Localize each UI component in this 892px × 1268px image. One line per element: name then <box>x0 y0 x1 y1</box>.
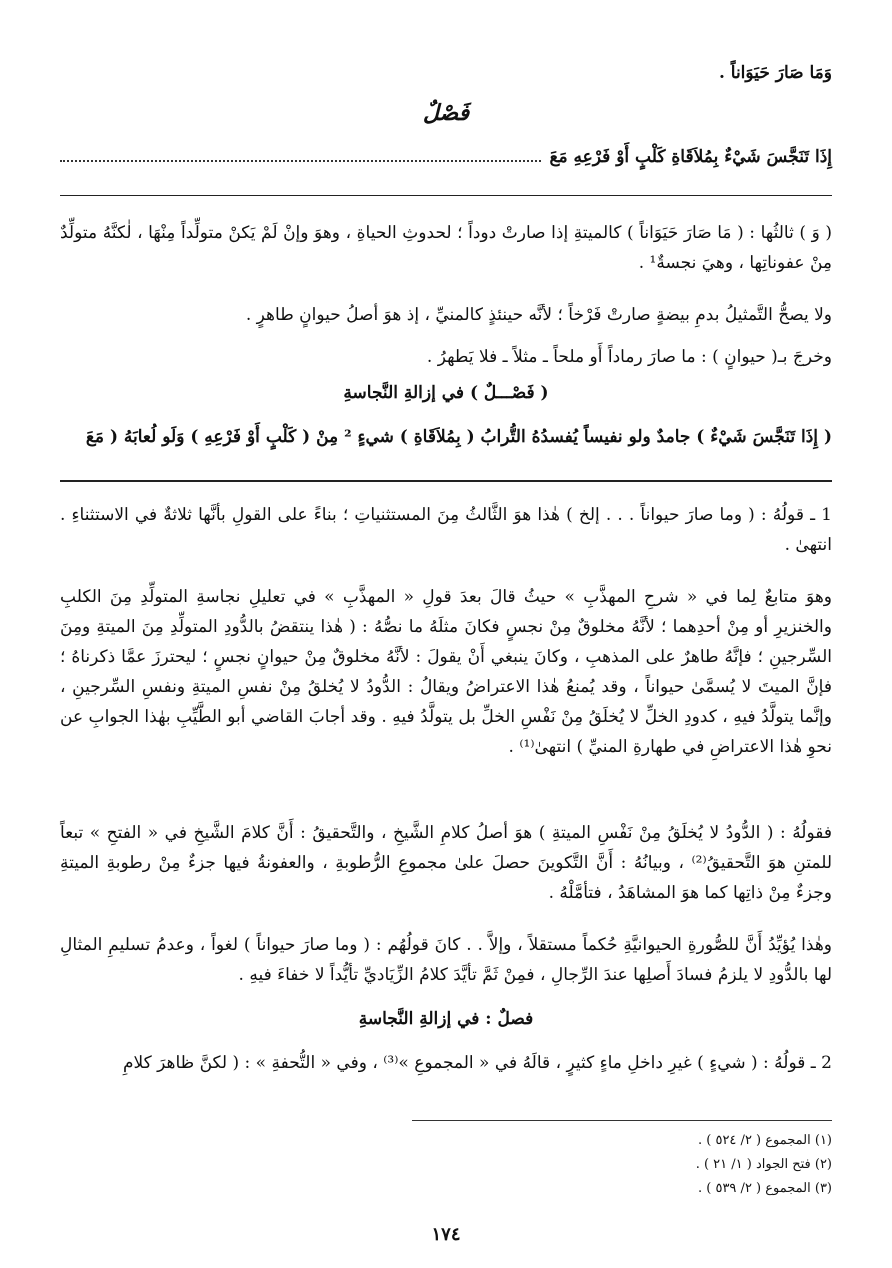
footnote-2: (٢) فتح الجواد ( ١/ ٢١ ) . <box>695 1157 832 1172</box>
sharh-paragraph-4: ( إِذَا تَنَجَّسَ شَيْءٌ ) جامدٌ ولو نفيساً يُفسدُهُ التُّرابُ ( بِمُلاَقَاةِ ) شيءٍ ² مِنْ ( كَلْبٍ أَوْ فَرْعِهِ ) وَلَو لُعابَهُ ( مَعَ <box>85 427 832 447</box>
sharh-paragraph-3: وخرجَ بـ( حيوانٍ ) : ما صارَ رماداً أَو ملحاً ـ مثلاً ـ فلا يَطهرُ . <box>426 347 832 367</box>
matn-line-1: وَمَا صَارَ حَيَوَاناً . <box>718 63 832 83</box>
hashiya-paragraph-1: 1 ـ قولُهُ : ( وما صارَ حيواناً . . . إلخ ) هٰذا هوَ الثَّالثُ مِنَ المستثنياتِ ؛ بناءً على القولِ بأنَّها ثلاثةٌ في الاستثناءِ . انتهىٰ . <box>60 505 832 555</box>
separator-rule-top <box>60 195 832 196</box>
sharh-paragraph-2: ولا يصحُّ التَّمثيلُ بدمِ بيضةٍ صارتْ فَرْخاً ؛ لأنَّه حينئذٍ كالمنيِّ ، إذ هوَ أصلُ حيوانٍ طاهرٍ . <box>245 305 832 325</box>
sharh-fasl-heading: ( فَصْـــلٌ ) في إزالةِ النَّجاسةِ <box>343 383 549 403</box>
footnote-3: (٣) المجموع ( ٢/ ٥٣٩ ) . <box>698 1181 832 1196</box>
sharh-paragraph-1: ( وَ ) ثالثُها : ( مَا صَارَ حَيَوَاناً ) كالميتةِ إذا صارتْ دوداً ؛ لحدوثِ الحياةِ ، وهوَ وإنْ لَمْ يَكنْ متولِّداً مِنْهَا ، لٰكنَّهُ متولِّدٌ مِنْ عفوناتِها ، وهيَ نجسةٌ¹ . <box>60 223 832 273</box>
hashiya-paragraph-2: وهوَ متابعٌ لِما في « شرحِ المهذَّبِ » حيثُ قالَ بعدَ قولِ « المهذَّبِ » في تعليلِ نجاسةِ المتولِّدِ مِنَ الكلبِ والخنزيرِ أو مِنْ أحدِهما ؛ لأنَّهُ مخلوقٌ مِنْ نجسٍ فكانَ مثلَهُ ما نصُّهُ : ( هٰذا ينتقضُ بالدُّودِ المتولِّدِ مِنَ الميتةِ ومِنَ السِّرجينِ ؛ فإنَّهُ طاهرٌ على المذهبِ ، وكانَ ينبغي أَنْ يقولَ : لأنَّهُ مخلوقٌ مِنْ حيوانٍ نجسٍ ؛ ليحترزَ عمَّا ذكرناهُ ؛ فإنَّ الميتَ لا يُسمَّىٰ حيواناً ، وقد يُمنعُ هٰذا الاعتراضُ ويقالُ : الدُّودُ لا يُخلقُ مِنْ نفسِ الميتةِ ونفسِ السِّرجينِ ، وإنَّما يتولَّدُ فيهِ ، كدودِ الخلِّ لا يُخلَقُ مِنْ نَفْسِ الخلِّ بل يتولَّدُ فيهِ . وقد أجابَ القاضي أبو الطَّيِّبِ بهٰذا الجوابِ عن نحوِ هٰذا الاعتراضِ في طهارةِ المنيِّ ) انتهىٰ⁽¹⁾ . <box>60 587 832 757</box>
hashiya-paragraph-4: وهٰذا يُؤيِّدُ أَنَّ للصُّورةِ الحيوانيَّةِ حُكماً مستقلاً ، وإلاَّ . . كانَ قولُهُم : ( وما صارَ حيواناً ) لغواً ، وعدمُ تسليمِ المثالِ لها بالدُّودِ لا يلزمُ فسادَ أَصلِها عندَ الرِّجالِ ، فمِنْ ثَمَّ تأيَّدَ كلامُ الزِّيَاديِّ تأيُّداً لا خفاءَ فيهِ . <box>60 935 832 985</box>
hashiya-paragraph-5: 2 ـ قولُهُ : ( شيءٍ ) غيرِ داخلِ ماءٍ كثيرٍ ، قالَهُ في « المجموعِ »⁽³⁾ ، وفي « التُّحفةِ » : ( لكنَّ ظاهرَ كلامِ <box>122 1053 832 1073</box>
fasl-heading-ornate: فَصْلٌ <box>422 100 470 126</box>
hashiya-fasl-heading: فصلٌ : في إزالةِ النَّجاسةِ <box>358 1009 534 1029</box>
footnote-separator <box>412 1120 832 1121</box>
matn-line-2-text: إِذَا تَنَجَّسَ شَيْءٌ بِمُلاَقَاةِ كَلْبٍ أَوْ فَرْعِهِ مَعَ <box>549 147 832 167</box>
footnote-1: (١) المجموع ( ٢/ ٥٢٤ ) . <box>698 1133 832 1148</box>
dotted-leader <box>60 159 541 162</box>
page-number: ١٧٤ <box>431 1224 461 1245</box>
matn-line-2 <box>60 142 832 172</box>
hashiya-paragraph-3: فقولُهُ : ( الدُّودُ لا يُخلَقُ مِنْ نَفْسِ الميتةِ ) هوَ أصلُ كلامِ الشَّيخِ ، والتَّحقيقُ : أَنَّ كلامَ الشَّيخِ في « الفتحِ » تبعاً للمتنِ هوَ التَّحقيقُ⁽²⁾ ، وبيانُهُ : أَنَّ التَّكوينَ حصلَ علىٰ مجموعِ الرُّطوبةِ ، والعفونةُ فيها جزءٌ مِنْ رطوبةِ الميتةِ وجزءٌ مِنْ ذاتِها كما هوَ المشاهَدُ ، فتأمَّلْهُ . <box>60 823 832 903</box>
separator-rule-middle <box>60 480 832 482</box>
